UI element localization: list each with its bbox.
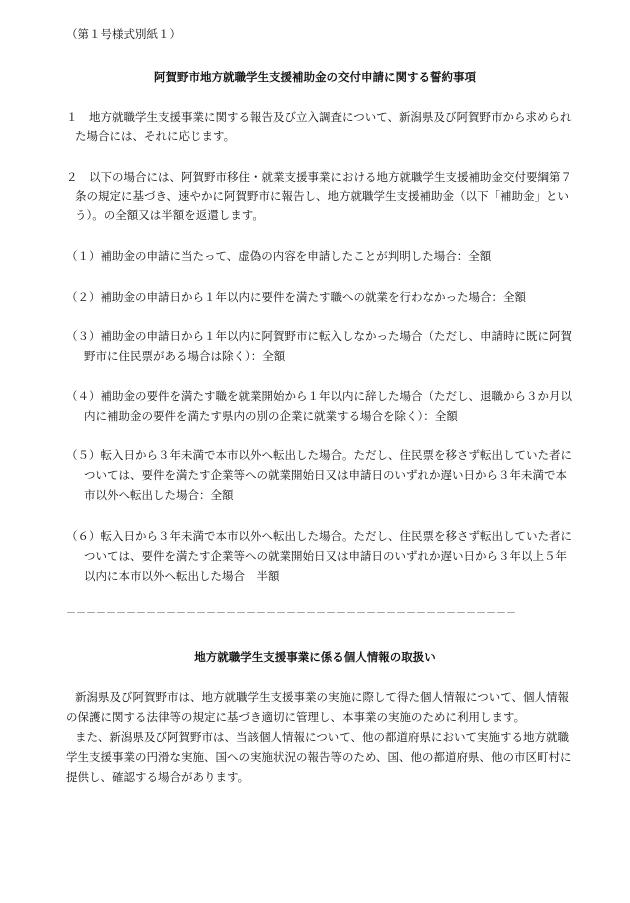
case-4-line: （４）補助金の要件を満たす職を就業開始から１年以内に辞した場合（ただし、退職から３か月以 bbox=[66, 389, 572, 403]
case-6-line: ついては、要件を満たす企業等への就業開始日又は申請日のいずれか遅い日から３年以上５年 bbox=[84, 549, 567, 563]
case-4-line: 内に補助金の要件を満たす県内の別の企業に就業する場合を除く）：全額 bbox=[84, 409, 458, 423]
case-5-line: （５）転入日から３年未満で本市以外へ転出した場合。ただし、住民票を移さず転出していた者に bbox=[66, 448, 572, 462]
privacy-line: また、新潟県及び阿賀野市は、当該個人情報について、他の都道府県において実施する地方就職 bbox=[75, 730, 570, 744]
form-label: （第１号様式別紙１） bbox=[66, 27, 181, 41]
case-5-line: 市以外へ転出した場合：全額 bbox=[84, 488, 234, 502]
case-6-line: （６）転入日から３年未満で本市以外へ転出した場合。ただし、住民票を移さず転出していた者に bbox=[66, 529, 572, 543]
case-2-line: （２）補助金の申請日から１年以内に要件を満たす職への就業を行わなかった場合：全額 bbox=[66, 290, 526, 304]
case-3-line: 野市に住民票がある場合は除く）：全額 bbox=[84, 349, 286, 363]
pledge-item-2-line: ２ 以下の場合には、阿賀野市移住・就業支援事業における地方就職学生支援補助金交付要綱第７ bbox=[66, 170, 572, 184]
privacy-line: 学生支援事業の円滑な実施、国への実施状況の報告等のため、国、他の都道府県、他の市区町村に bbox=[66, 750, 572, 764]
pledge-item-2-line: う）。の全額又は半額を返還します。 bbox=[75, 208, 264, 222]
case-1-line: （１）補助金の申請に当たって、虚偽の内容を申請したことが判明した場合：全額 bbox=[66, 249, 492, 263]
case-6-line: 以内に本市以外へ転出した場合 半額 bbox=[84, 569, 280, 583]
case-5-line: ついては、要件を満たす企業等への就業開始日又は申請日のいずれか遅い日から３年未満で本 bbox=[84, 468, 567, 482]
privacy-line: 新潟県及び阿賀野市は、地方就職学生支援事業の実施に際して得た個人情報について、個人情報 bbox=[75, 690, 570, 704]
privacy-line: 提供し、確認する場合があります。 bbox=[66, 770, 250, 784]
pledge-title: 阿賀野市地方就職学生支援補助金の交付申請に関する誓約事項 bbox=[154, 70, 476, 84]
pledge-item-2-line: 条の規定に基づき、速やかに阿賀野市に報告し、地方就職学生支援補助金（以下「補助金」とい bbox=[75, 189, 570, 203]
pledge-item-1-line: １ 地方就職学生支援事業に関する報告及び立入調査について、新潟県及び阿賀野市から求められ bbox=[66, 110, 572, 124]
case-3-line: （３）補助金の申請日から１年以内に阿賀野市に転入しなかった場合（ただし、申請時に既に阿賀 bbox=[66, 329, 572, 343]
privacy-line: の保護に関する法律等の規定に基づき適切に管理し、本事業の実施のために利用します。 bbox=[66, 710, 526, 724]
pledge-item-1-line: た場合には、それに応じます。 bbox=[75, 129, 236, 143]
privacy-title: 地方就職学生支援事業に係る個人情報の取扱い bbox=[194, 650, 436, 664]
separator-line: －－－－－－－－－－－－－－－－－－－－－－－－－－－－－－－－－－－－－－－－－－－－－ bbox=[66, 608, 516, 619]
